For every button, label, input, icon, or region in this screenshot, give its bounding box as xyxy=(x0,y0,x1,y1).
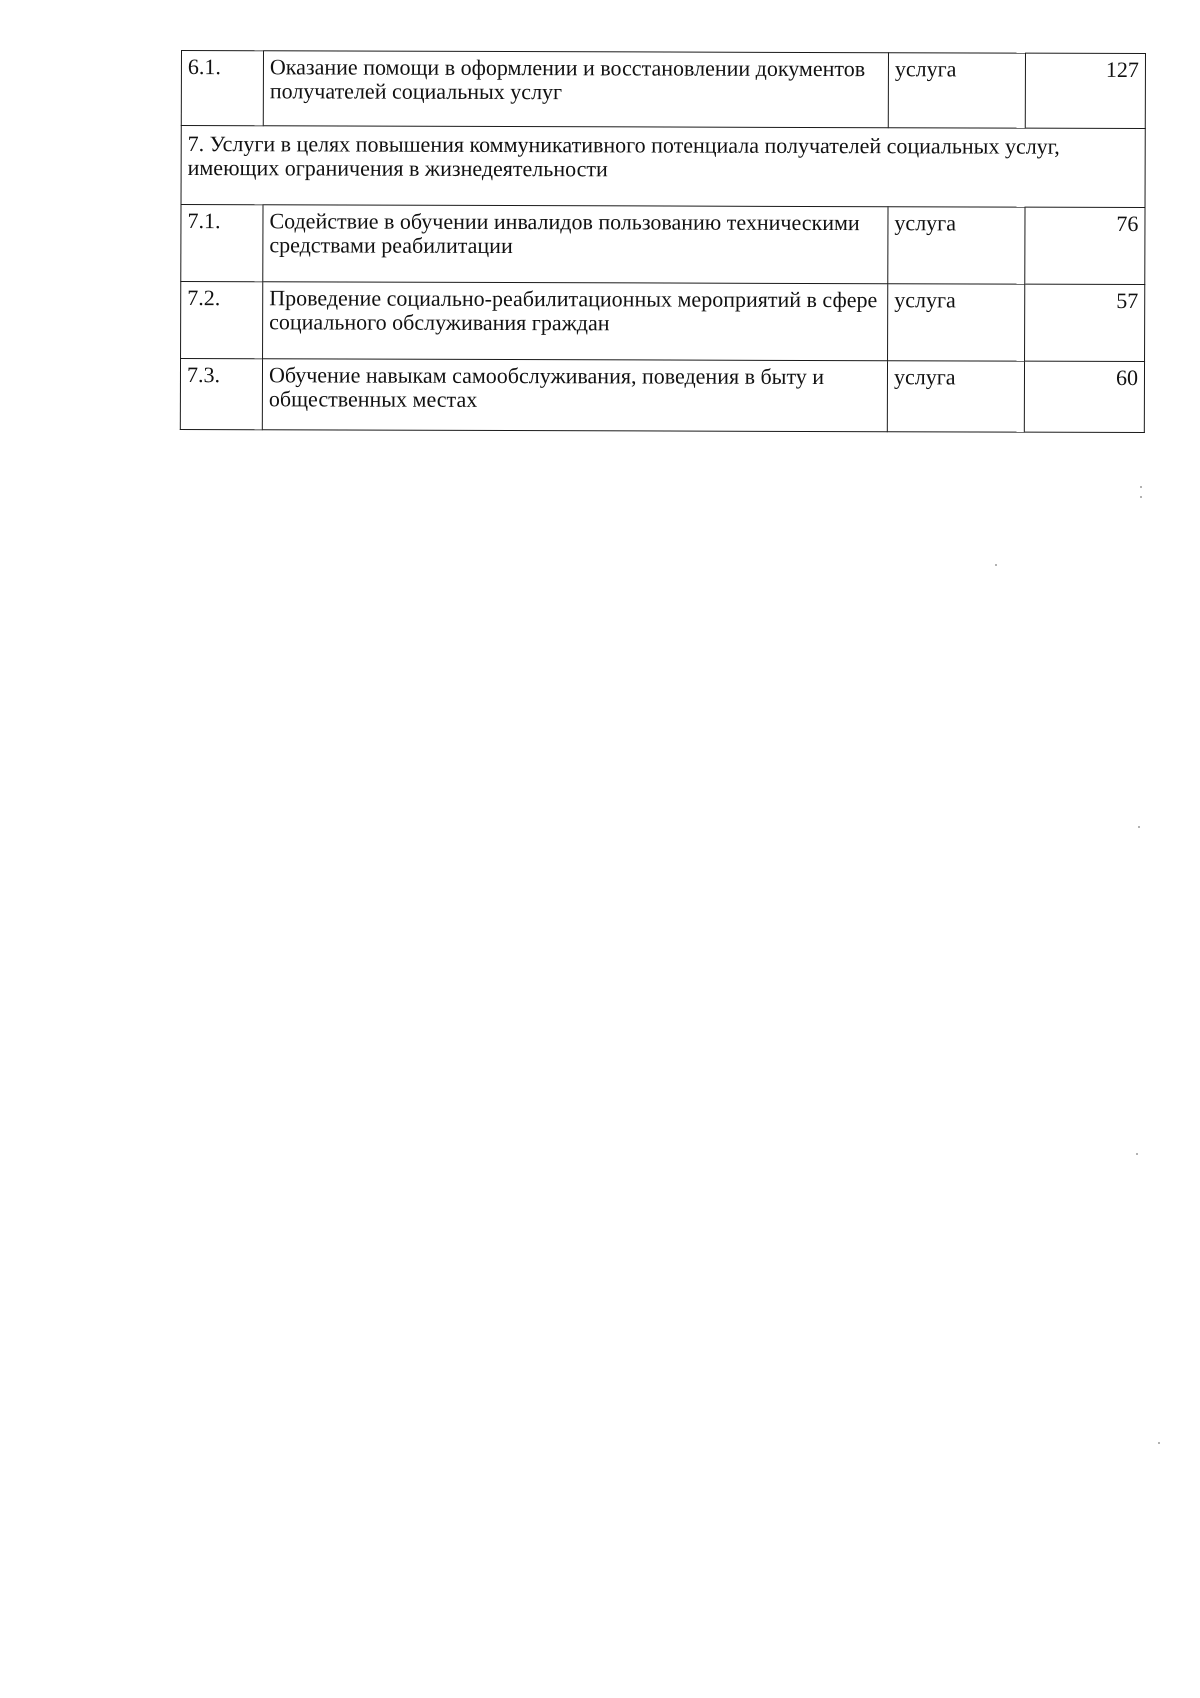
service-name: Проведение социально-реабилитационных мероприятий в сфере социального обслуживания граждан xyxy=(263,282,888,361)
row-number: 7.1. xyxy=(181,205,263,282)
section-row xyxy=(181,126,1145,208)
service-name: Оказание помощи в оформлении и восстановлении документов получателей социальных услуг xyxy=(263,51,888,128)
section-title: 7. Услуги в целях повышения коммуникативного потенциала получателей социальных услуг, имеющих ограничения в жизнедеятельности xyxy=(181,126,1145,208)
service-name: Обучение навыкам самообслуживания, поведения в быту и общественных местах xyxy=(262,359,887,432)
scan-speck xyxy=(1138,826,1140,828)
unit-of-measure: услуга xyxy=(888,284,1025,361)
scan-speck xyxy=(1158,1442,1160,1444)
row-number: 7.3. xyxy=(180,359,262,430)
scan-speck xyxy=(995,564,997,566)
unit-of-measure: услуга xyxy=(887,361,1024,432)
table-row xyxy=(181,282,1145,362)
unit-of-measure: услуга xyxy=(888,53,1025,128)
service-name: Содействие в обучении инвалидов пользованию техническими средствами реабилитации xyxy=(263,205,888,284)
unit-of-measure: услуга xyxy=(888,207,1025,284)
row-number: 6.1. xyxy=(181,51,263,126)
scan-speck xyxy=(1140,496,1142,498)
services-table xyxy=(180,50,1146,433)
service-count: 127 xyxy=(1025,53,1145,128)
service-count: 57 xyxy=(1025,284,1145,361)
table-row xyxy=(180,359,1144,433)
scan-speck xyxy=(1140,486,1142,488)
service-count: 60 xyxy=(1024,361,1144,432)
table-row xyxy=(181,205,1145,285)
table-row xyxy=(181,51,1145,129)
service-count: 76 xyxy=(1025,207,1145,284)
row-number: 7.2. xyxy=(181,282,263,359)
scan-speck xyxy=(1136,1153,1138,1155)
